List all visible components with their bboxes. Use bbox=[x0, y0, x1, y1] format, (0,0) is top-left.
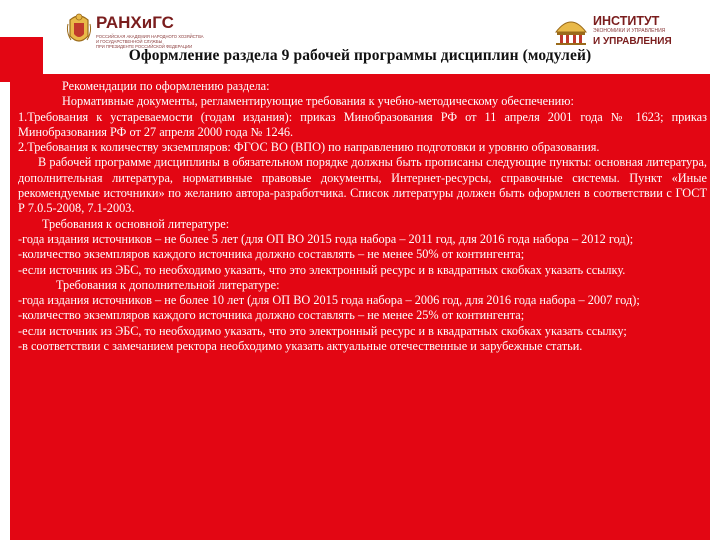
content-panel bbox=[10, 74, 710, 540]
list-item: -количество экземпляров каждого источника должно составлять – не менее 25% от контингента; bbox=[18, 308, 525, 323]
paragraph-requirement-2: 2.Требования к количеству экземпляров: ФГОС ВО (ВПО) по направлению подготовки и уровню образования. bbox=[18, 140, 600, 155]
list-item: -в соответствии с замечанием ректора необходимо указать актуальные отечественные и зарубежные статьи. bbox=[18, 339, 583, 354]
institute-logo-word-2: И УПРАВЛЕНИЯ bbox=[593, 36, 672, 47]
ranepa-emblem-icon bbox=[66, 10, 92, 50]
list-item: -года издания источников – не более 5 лет (для ОП ВО 2015 года набора – 2011 год, для 2016 года набора – 2012 год); bbox=[18, 231, 634, 246]
ranepa-logo-word: РАНХиГС bbox=[96, 13, 174, 32]
ranepa-logo-subtitle-2: И ГОСУДАРСТВЕННОЙ СЛУЖБЫ bbox=[96, 39, 163, 44]
paragraph-intro: Рекомендации по оформлению раздела: bbox=[62, 79, 270, 93]
paragraph-normative-docs: Нормативные документы, регламентирующие требования к учебно-методическому обеспечению: bbox=[62, 94, 574, 109]
ranepa-logo-subtitle-3: ПРИ ПРЕЗИДЕНТЕ РОССИЙСКОЙ ФЕДЕРАЦИИ bbox=[96, 44, 193, 49]
institute-logo-subtitle: ЭКОНОМИКИ И УПРАВЛЕНИЯ bbox=[593, 28, 666, 34]
paragraph-mandatory-items: В рабочей программе дисциплины в обязательном порядке должны быть прописаны следующие пункты: основная литература, дополнительная литература, нормативные правовые документы, Интернет-ресурсы, справочные системы. Пункт «Иные рекомендуемые источники» по желанию автора-разработчика. Список литературы должен быть оформлен в соответствии с ГОСТ Р 7.0.5-2008, 7.1-2003. bbox=[18, 155, 707, 216]
institute-logo-word: ИНСТИТУТ bbox=[593, 14, 660, 28]
paragraph-requirement-1: 1.Требования к устареваемости (годам издания): приказ Минобразования РФ от 11 апреля 2001 года № 1623; приказ Минобразования РФ от 27 апреля 2000 года № 1246. bbox=[18, 109, 707, 139]
heading-main-literature: Требования к основной литературе: bbox=[42, 216, 230, 231]
heading-additional-literature: Требования к дополнительной литературе: bbox=[56, 277, 280, 292]
list-item: -если источник из ЭБС, то необходимо указать, что это электронный ресурс и в квадратных скобках указать ссылку; bbox=[18, 323, 627, 338]
list-item: -года издания источников – не более 10 лет (для ОП ВО 2015 года набора – 2006 год, для 2016 года набора – 2007 год); bbox=[18, 293, 640, 308]
ranepa-logo-subtitle-1: РОССИЙСКАЯ АКАДЕМИЯ НАРОДНОГО ХОЗЯЙСТВА bbox=[96, 34, 204, 39]
list-item: -если источник из ЭБС, то необходимо указать, что это электронный ресурс и в квадратных скобках указать ссылку. bbox=[18, 262, 626, 277]
list-item: -количество экземпляров каждого источника должно составлять – не менее 50% от контингента; bbox=[18, 247, 525, 262]
slide-title: Оформление раздела 9 рабочей программы дисциплин (модулей) bbox=[128, 47, 592, 64]
institute-dome-icon bbox=[553, 12, 589, 46]
